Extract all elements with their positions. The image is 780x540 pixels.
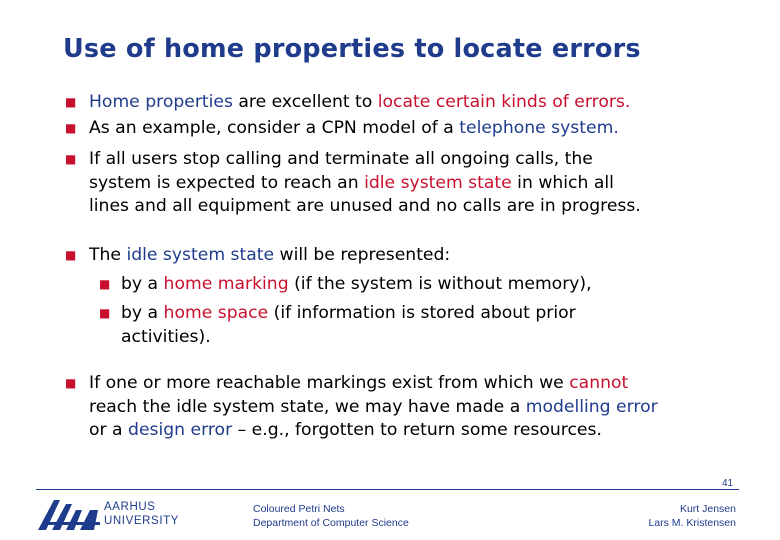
subbullet-home-marking: ■ by a home marking (if the system is without memory), [121,273,592,297]
bullet-square-icon: ■ [65,121,77,135]
bullet-square-icon: ■ [99,277,111,291]
bullet-line: If one or more reachable markings exist from which we cannot [89,373,629,393]
page-number: 41 [722,478,734,489]
term-design-error: design error [128,420,233,440]
bullet-square-icon: ■ [65,95,77,109]
term-home-properties: Home properties [89,92,233,112]
university-name: AARHUS UNIVERSITY [104,501,180,527]
course-info: Coloured Petri Nets Department of Computer Science [253,503,409,529]
bullet-square-icon: ■ [65,248,77,262]
bullet-line: by a home space (if information is stored about prior [121,303,576,323]
bullet-square-icon: ■ [99,306,111,320]
term-locate-errors: locate certain kinds of errors. [377,92,631,112]
term-modelling-error: modelling error [525,396,658,417]
bullet-modelling-error [65,372,658,443]
term-home-space: home space [163,303,269,323]
bullet-home-properties [65,91,631,115]
footer-divider [36,489,739,490]
bullet-line: reach the idle system state, we may have made a modelling error [89,396,658,417]
bullet-telephone-example [65,117,619,141]
bullet-text: As an example, consider a CPN model of a [89,118,460,138]
term-idle-system-state: idle system state [364,172,512,193]
bullet-line: activities). [121,326,211,347]
bullet-idle-state-explanation [65,148,641,219]
author-info: Kurt Jensen Lars M. Kristensen [648,503,736,529]
bullet-line: If all users stop calling and terminate all ongoing calls, the [89,149,593,169]
term-idle-system-state: idle system state [126,245,275,265]
bullet-square-icon: ■ [65,152,77,166]
bullet-line: or a design error – e.g., forgotten to return some resources. [89,420,602,440]
bullet-line: system is expected to reach an idle system state in which all [89,172,614,193]
bullet-text: are excellent to [232,92,378,112]
bullet-line: lines and all equipment are unused and no calls are in progress. [89,196,641,216]
bullet-square-icon: ■ [65,376,77,390]
term-cannot: cannot [569,373,629,393]
term-home-marking: home marking [163,274,289,294]
term-telephone-system: telephone system. [459,118,619,138]
bullet-representation: ■ The idle system state will be represented: [89,244,450,268]
slide-title: Use of home properties to locate errors [63,34,641,64]
subbullet-home-space [99,302,576,349]
